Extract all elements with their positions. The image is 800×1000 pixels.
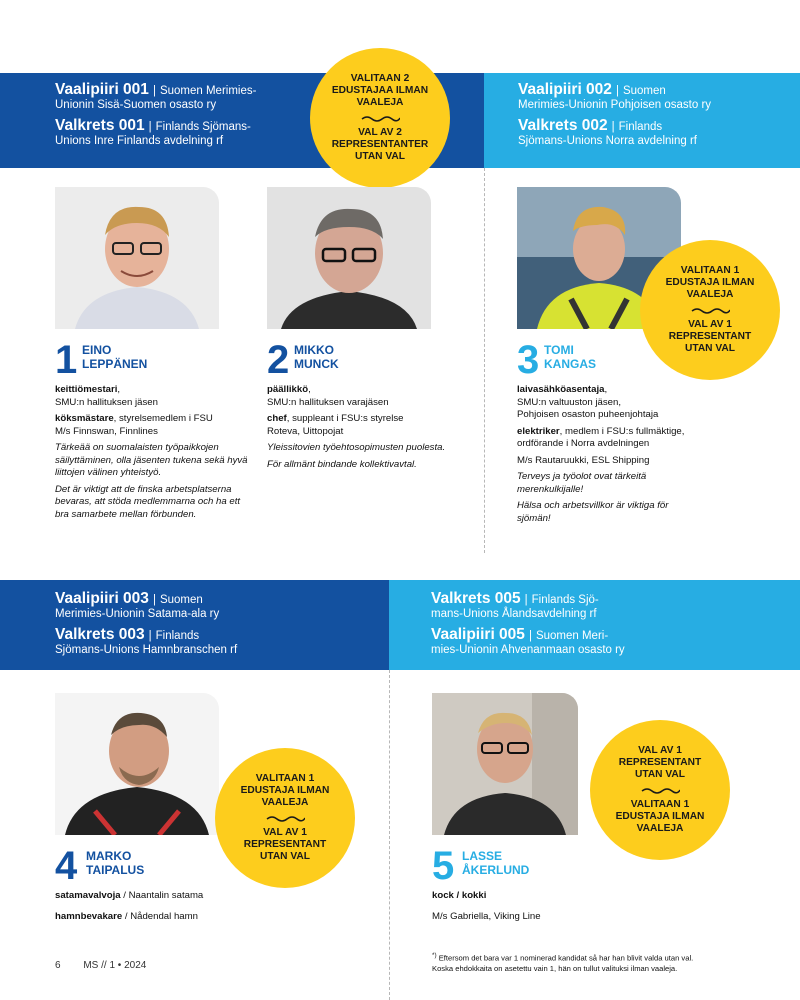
title-fi: laivasähköasentaja (517, 384, 605, 395)
district-001-header: Vaalipiiri 001 | Suomen Merimies- Unionin Sisä-Suomen osasto ry Valkrets 001 | Finlands Sjömans- Unions Inre Finlands avdelning rf (0, 73, 484, 168)
badge-001-sv-text: VAL AV 2 REPRESENTANTER UTAN VAL (331, 127, 429, 162)
page-footer (55, 960, 146, 971)
wave-divider (360, 114, 400, 122)
ship: Roteva, Uittopojat (267, 425, 344, 437)
footnote (432, 951, 782, 974)
role-fi: SMU:n hallituksen varajäsen (267, 396, 389, 408)
portrait-image (55, 187, 219, 329)
role-sv: ordförande i Norra avdelningen (517, 438, 650, 449)
district-003-fi-org-cont: Merimies-Unionin Satama-ala ry (55, 608, 220, 620)
badge-005-sv-text: VAL AV 1 REPRESENTANT UTAN VAL (618, 745, 702, 780)
ship: M/s Finnswan, Finnlines (55, 425, 158, 437)
quote-fi: Tärkeää on suomalaisten työpaikkojen säilyttäminen, olla jäsenten tukena sekä hyvä liittojen välinen yhteistyö. (55, 442, 248, 478)
candidate-number-4: 4 (55, 844, 78, 888)
quote-fi: Yleissitovien työehtosopimusten puolesta. (267, 442, 446, 453)
candidate-name-3 (544, 343, 596, 371)
district-003-header: Vaalipiiri 003 | Suomen Merimies-Unionin Satama-ala ry Valkrets 003 | Finlands Sjömans-Unions Hamnbranschen rf (0, 580, 389, 670)
district-001-sv-org-cont: Unions Inre Finlands avdelning rf (55, 135, 224, 147)
portrait-image (267, 187, 431, 329)
column-divider-bottom (389, 670, 390, 1000)
district-003-fi-org: Suomen (159, 594, 203, 606)
election-badge-005 (590, 720, 730, 860)
last-name: TAIPALUS (86, 863, 145, 877)
district-002-sv-org-cont: Sjömans-Unions Norra avdelning rf (518, 135, 697, 147)
title-fi: satamavalvoja (55, 890, 121, 901)
district-002-sv-title: Valkrets 002 (518, 117, 608, 134)
title-sv-rest: , medlem i FSU:s fullmäktige, (559, 425, 685, 437)
role-fi: SMU:n hallituksen jäsen (55, 396, 158, 408)
first-name: LASSE (462, 849, 503, 863)
candidate-photo-eino (55, 187, 219, 329)
candidate-photo-lasse (432, 693, 578, 835)
role-fi-2: Pohjoisen osaston puheenjohtaja (517, 409, 659, 420)
district-005-sv-title: Valkrets 005 (431, 590, 521, 607)
footnote-mark: *) (432, 952, 437, 959)
candidate-info-2 (267, 384, 457, 475)
footnote-fi: Koska ehdokkaita on asetettu vain 1, hän on tullut valituksi ilman vaaleja. (432, 963, 678, 973)
role-fi: SMU:n valtuuston jäsen, (517, 396, 621, 408)
candidate-photo-mikko (267, 187, 431, 329)
title-fi-rest: , (117, 384, 121, 395)
first-name: MARKO (86, 849, 132, 863)
title: kock / kokki (432, 890, 487, 901)
district-002-fi-org: Suomen (622, 85, 666, 97)
title-fi: keittiömestari (55, 384, 118, 395)
ship: M/s Gabriella, Viking Line (432, 910, 541, 922)
candidate-name-1 (82, 343, 147, 371)
candidate-number-2: 2 (267, 338, 290, 382)
title-fi: päällikkö (267, 384, 309, 395)
district-003-sv-org: Finlands (155, 630, 200, 642)
badge-002-sv-text: VAL AV 1 REPRESENTANT UTAN VAL (668, 319, 752, 354)
title-sv: hamnbevakare (55, 910, 123, 922)
candidate-info-3 (517, 384, 717, 529)
badge-001-fi-text: VALITAAN 2 EDUSTAJAA ILMAN VAALEJA (331, 73, 429, 108)
footnote-sv: Eftersom det bara var 1 nominerad kandidat så har han blivit valda utan val. (438, 953, 694, 963)
candidate-info-4 (55, 890, 315, 927)
candidate-photo-marko (55, 693, 219, 835)
candidate-number-3: 3 (517, 338, 540, 382)
district-005-fi-org-cont: mies-Unionin Ahvenanmaan osasto ry (431, 644, 625, 656)
ship: M/s Rautaruukki, ESL Shipping (517, 454, 650, 466)
first-name: MIKKO (294, 343, 334, 357)
election-badge-003 (215, 748, 355, 888)
title-fi-rest: , (308, 384, 311, 395)
badge-003-fi-text: VALITAAN 1 EDUSTAJA ILMAN VAALEJA (240, 773, 330, 808)
column-divider-top (484, 168, 485, 553)
last-name: KANGAS (544, 357, 597, 371)
district-002-fi-title: Vaalipiiri 002 (518, 81, 612, 98)
portrait-image (432, 693, 578, 835)
quote-sv: Det är viktigt att de finska arbetsplatserna bevaras, att stöda medlemmarna och ha ett bra samarbete mellan förbunden. (55, 483, 241, 520)
wave-divider (265, 814, 305, 822)
quote-fi: Terveys ja työolot ovat tärkeitä merenkulkijalle! (517, 471, 647, 495)
district-002-sv-org: Finlands (618, 121, 663, 133)
candidate-name-5 (462, 849, 529, 877)
election-badge-002 (640, 240, 780, 380)
district-003-sv-org-cont: Sjömans-Unions Hamnbranschen rf (55, 644, 238, 656)
district-005-fi-title: Vaalipiiri 005 (431, 626, 525, 643)
district-003-sv-title: Valkrets 003 (55, 626, 145, 643)
district-001-fi-org-cont: Unionin Sisä-Suomen osasto ry (55, 99, 217, 111)
quote-sv: Hälsa och arbetsvillkor är viktiga för sjömän! (517, 500, 669, 524)
badge-002-fi-text: VALITAAN 1 EDUSTAJA ILMAN VAALEJA (665, 265, 755, 300)
candidate-number-1: 1 (55, 338, 78, 382)
title-sv: elektriker (517, 425, 560, 437)
district-005-sv-org: Finlands Sjö- (531, 594, 599, 606)
district-001-fi-org: Suomen Merimies- (159, 85, 257, 97)
last-name: LEPPÄNEN (82, 357, 148, 371)
title-sv-rest: , suppleant i FSU:s styrelse (286, 413, 404, 424)
district-001-fi-title: Vaalipiiri 001 (55, 81, 149, 98)
district-001-sv-title: Valkrets 001 (55, 117, 145, 134)
district-001-sv-org: Finlands Sjömans- (155, 121, 251, 133)
title-sv: chef (267, 413, 287, 424)
candidate-number-5: 5 (432, 844, 455, 888)
district-002-header: Vaalipiiri 002 | Suomen Merimies-Unionin Pohjoisen osasto ry Valkrets 002 | Finlands Sjömans-Unions Norra avdelning rf (484, 73, 800, 168)
last-name: ÅKERLUND (462, 863, 530, 877)
district-005-header: Valkrets 005 | Finlands Sjö- mans-Unions Ålandsavdelning rf Vaalipiiri 005 | Suomen Meri- mies-Unionin Ahvenanmaan osasto ry (389, 580, 800, 670)
title-sv-rest: , styrelsemedlem i FSU (113, 413, 213, 424)
candidate-info-1 (55, 384, 255, 525)
title-sv: köksmästare (55, 413, 114, 424)
badge-005-fi-text: VALITAAN 1 EDUSTAJA ILMAN VAALEJA (615, 799, 705, 834)
wave-divider (640, 786, 680, 794)
page-number: 6 (55, 960, 61, 971)
district-003-fi-title: Vaalipiiri 003 (55, 590, 149, 607)
district-005-sv-org-cont: mans-Unions Ålandsavdelning rf (431, 608, 597, 620)
candidate-name-2 (294, 343, 339, 371)
district-005-fi-org: Suomen Meri- (535, 630, 609, 642)
election-badge-001 (310, 48, 450, 188)
quote-sv: För allmänt bindande kollektivavtal. (267, 458, 417, 470)
title-fi-rest: , (604, 384, 608, 395)
last-name: MUNCK (294, 357, 339, 371)
first-name: EINO (82, 343, 112, 357)
candidate-name-4 (86, 849, 144, 877)
magazine-issue: MS // 1 • 2024 (83, 960, 147, 971)
portrait-image (55, 693, 219, 835)
workplace-fi: / Naantalin satama (120, 890, 204, 901)
badge-003-sv-text: VAL AV 1 REPRESENTANT UTAN VAL (243, 827, 327, 862)
first-name: TOMI (544, 343, 574, 357)
candidate-info-5 (432, 890, 672, 927)
workplace-sv: / Nådendal hamn (122, 910, 198, 922)
district-002-fi-org-cont: Merimies-Unionin Pohjoisen osasto ry (518, 99, 712, 111)
wave-divider (690, 306, 730, 314)
